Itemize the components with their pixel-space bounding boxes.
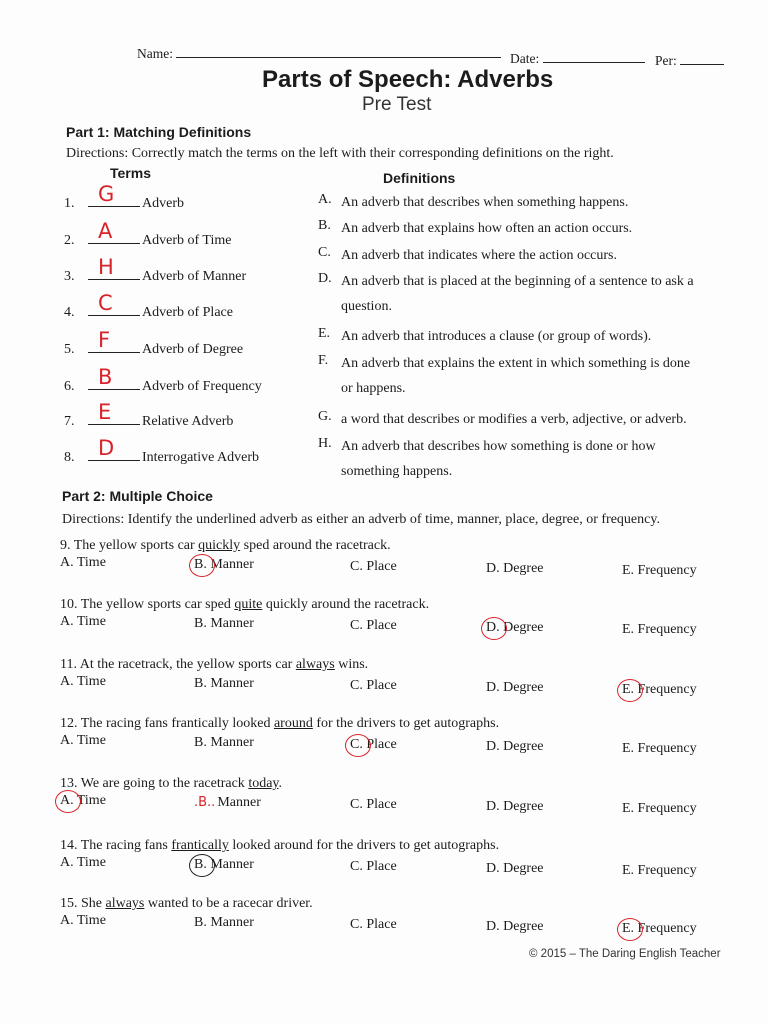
answer-option: E. Frequency: [622, 741, 697, 756]
answer-option: A. Time: [60, 555, 106, 570]
underlined-adverb: always: [295, 657, 335, 672]
term-number: 6.: [64, 379, 75, 394]
definition-text: or happens.: [341, 381, 406, 396]
answer-option: D. Degree: [486, 739, 544, 754]
answer-circle: [345, 734, 371, 757]
term-number: 3.: [64, 269, 75, 284]
answer-blank: [88, 436, 140, 461]
question-text: quickly around the racetrack.: [262, 597, 430, 612]
page-subtitle: Pre Test: [362, 94, 432, 115]
question-stem: [60, 716, 499, 732]
definition-text: An adverb that describes when something happens.: [341, 195, 629, 210]
definition-letter: F.: [318, 353, 329, 368]
handwritten-answer: G: [98, 182, 115, 206]
answer-option: A. Time: [60, 614, 106, 629]
question-stem: [60, 838, 499, 854]
question-number: 14.: [60, 838, 78, 853]
answer-option: C. Place: [350, 618, 397, 633]
definition-text: something happens.: [341, 464, 453, 479]
answer-blank: [88, 328, 140, 353]
answer-option: A. Time: [60, 913, 106, 928]
term-number: 1.: [64, 196, 75, 211]
term-row: [64, 436, 260, 466]
answer-option: E. Frequency: [622, 682, 697, 697]
question-stem: [60, 896, 313, 912]
handwritten-answer: E: [98, 400, 112, 424]
answer-option: A. Time: [60, 793, 106, 808]
handwritten-answer: F: [98, 328, 111, 352]
answer-blank: [88, 365, 140, 390]
term-label: Adverb of Frequency: [142, 379, 262, 394]
question-number: 11.: [60, 657, 77, 672]
question-stem: [60, 776, 282, 792]
definition-text: An adverb that introduces a clause (or group of words).: [341, 329, 652, 344]
term-number: 2.: [64, 233, 75, 248]
term-row: [64, 291, 233, 321]
term-row: [64, 182, 184, 212]
question-text: The yellow sports car sped: [77, 597, 235, 612]
definition-text: a word that describes or modifies a verb, adjective, or adverb.: [341, 412, 687, 427]
question-text: looked around for the drivers to get autographs.: [228, 838, 500, 853]
question-text: .: [278, 776, 283, 791]
definition-letter: B.: [318, 218, 331, 233]
question-number: 9.: [60, 538, 71, 553]
answer-option: A. Time: [60, 855, 106, 870]
question-number: 12.: [60, 716, 78, 731]
term-row: [64, 255, 247, 285]
part2-directions: Directions: Identify the underlined adverb as either an adverb of time, manner, place, degree, or frequency.: [62, 512, 660, 527]
answer-option: D. Degree: [486, 799, 544, 814]
definition-letter: E.: [318, 326, 331, 341]
part1-heading: Part 1: Matching Definitions: [66, 124, 252, 140]
question-text: The racing fans frantically looked: [77, 716, 274, 731]
per-line: [680, 64, 724, 65]
name-field: [137, 46, 501, 62]
term-row: [64, 328, 244, 358]
answer-option: C. Place: [350, 678, 397, 693]
answer-option: B. Manner: [194, 915, 254, 930]
question-text: The yellow sports car: [70, 538, 199, 553]
definition-text: An adverb that indicates where the action occurs.: [341, 248, 618, 263]
question-text: wanted to be a racecar driver.: [144, 896, 313, 911]
answer-blank: [88, 400, 140, 425]
handwritten-answer: D: [98, 436, 115, 460]
definition-text: An adverb that explains the extent in which something is done: [341, 356, 691, 371]
term-label: Adverb of Time: [142, 233, 232, 248]
term-label: Adverb: [142, 196, 184, 211]
definition-text: An adverb that describes how something is done or how: [341, 439, 656, 454]
term-label: Adverb of Degree: [142, 342, 244, 357]
question-stem: [60, 657, 368, 673]
term-number: 5.: [64, 342, 75, 357]
answer-option: C. Place: [350, 917, 397, 932]
answer-option: D. Degree: [486, 861, 544, 876]
answer-option: C. Place: [350, 737, 397, 752]
answer-option: D. Degree: [486, 919, 544, 934]
handwritten-answer: B: [98, 365, 113, 389]
answer-option: A. Time: [60, 674, 106, 689]
question-stem: [60, 538, 391, 554]
date-label: Date:: [510, 51, 540, 66]
underlined-adverb: always: [105, 896, 145, 911]
definition-letter: H.: [318, 436, 332, 451]
question-number: 13.: [60, 776, 78, 791]
handwritten-mark: .B..: [194, 795, 216, 810]
page-title: Parts of Speech: Adverbs: [262, 66, 554, 93]
answer-option: B. Manner: [194, 676, 254, 691]
term-label: Relative Adverb: [142, 414, 234, 429]
option-text: Manner: [217, 795, 261, 810]
answer-option: B. Manner: [194, 735, 254, 750]
answer-circle: [189, 854, 215, 877]
definition-letter: D.: [318, 271, 332, 286]
answer-circle: [189, 554, 215, 577]
definition-text: An adverb that explains how often an action occurs.: [341, 221, 633, 236]
answer-circle: [481, 617, 507, 640]
date-field: [510, 51, 645, 67]
question-text: wins.: [334, 657, 369, 672]
answer-blank: [88, 219, 140, 244]
question-number: 15.: [60, 896, 78, 911]
question-text: She: [77, 896, 106, 911]
answer-option: C. Place: [350, 797, 397, 812]
handwritten-answer: H: [98, 255, 114, 279]
term-row: [64, 219, 232, 249]
answer-option: [194, 795, 261, 811]
answer-option: B. Manner: [194, 557, 254, 572]
term-number: 7.: [64, 414, 75, 429]
term-label: Adverb of Place: [142, 305, 233, 320]
question-text: sped around the racetrack.: [240, 538, 391, 553]
term-label: Interrogative Adverb: [142, 450, 260, 465]
term-row: [64, 400, 234, 430]
definition-text: An adverb that is placed at the beginning of a sentence to ask a: [341, 274, 694, 289]
question-stem: [60, 597, 429, 613]
underlined-adverb: quite: [234, 597, 263, 612]
question-text: We are going to the racetrack: [77, 776, 249, 791]
answer-option: D. Degree: [486, 680, 544, 695]
definition-letter: C.: [318, 245, 331, 260]
answer-blank: [88, 182, 140, 207]
term-number: 4.: [64, 305, 75, 320]
footer-copyright: © 2015 – The Daring English Teacher: [529, 948, 721, 960]
term-number: 8.: [64, 450, 75, 465]
term-row: [64, 365, 262, 395]
handwritten-answer: C: [98, 291, 113, 315]
underlined-adverb: around: [273, 716, 313, 731]
definitions-heading: Definitions: [383, 170, 456, 186]
answer-circle: [55, 790, 81, 813]
underlined-adverb: quickly: [198, 538, 241, 553]
definition-letter: G.: [318, 409, 332, 424]
answer-option: E. Frequency: [622, 563, 697, 578]
part1-directions: Directions: Correctly match the terms on the left with their corresponding definitions on the right.: [66, 146, 614, 161]
answer-blank: [88, 291, 140, 316]
answer-circle: [617, 679, 643, 702]
answer-option: B. Manner: [194, 857, 254, 872]
answer-option: C. Place: [350, 559, 397, 574]
question-number: 10.: [60, 597, 78, 612]
answer-option: D. Degree: [486, 620, 544, 635]
term-label: Adverb of Manner: [142, 269, 247, 284]
underlined-adverb: frantically: [171, 838, 229, 853]
per-label: Per:: [655, 53, 677, 68]
definition-text: question.: [341, 299, 392, 314]
answer-option: E. Frequency: [622, 801, 697, 816]
question-text: The racing fans: [77, 838, 172, 853]
terms-heading: Terms: [110, 165, 151, 181]
per-field: [655, 53, 724, 69]
answer-blank: [88, 255, 140, 280]
underlined-adverb: today: [248, 776, 279, 791]
answer-circle: [617, 918, 643, 941]
answer-option: C. Place: [350, 859, 397, 874]
answer-option: D. Degree: [486, 561, 544, 576]
question-text: At the racetrack, the yellow sports car: [76, 657, 296, 672]
answer-option: E. Frequency: [622, 863, 697, 878]
definition-letter: A.: [318, 192, 332, 207]
answer-option: A. Time: [60, 733, 106, 748]
question-text: for the drivers to get autographs.: [312, 716, 500, 731]
handwritten-answer: A: [98, 219, 113, 243]
name-line: [176, 57, 501, 58]
answer-option: E. Frequency: [622, 622, 697, 637]
part2-heading: Part 2: Multiple Choice: [62, 488, 213, 504]
name-label: Name:: [137, 46, 173, 61]
date-line: [543, 62, 645, 63]
answer-option: B. Manner: [194, 616, 254, 631]
answer-option: E. Frequency: [622, 921, 697, 936]
